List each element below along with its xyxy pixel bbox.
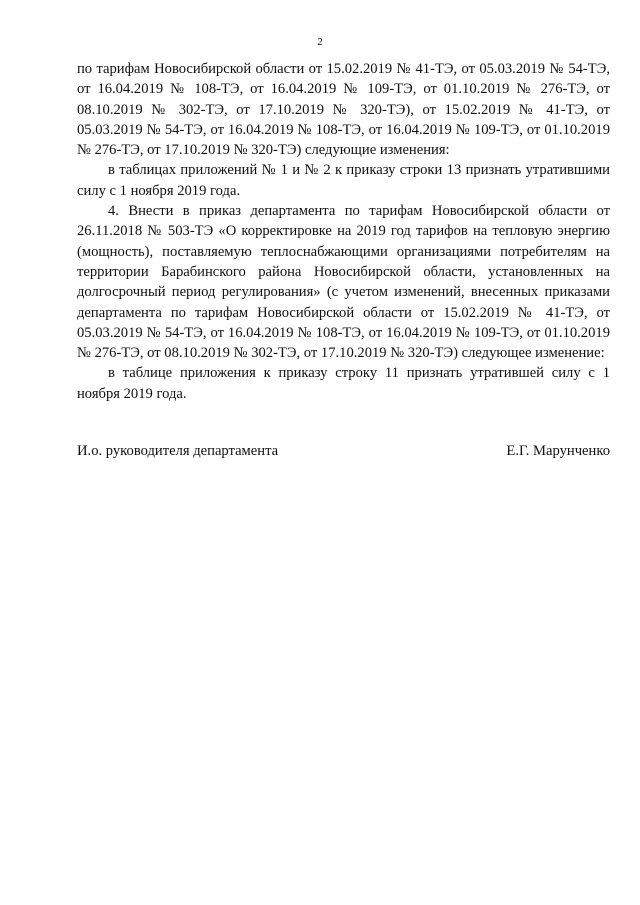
signatory-name: Е.Г. Марунченко bbox=[506, 443, 610, 459]
paragraph-tables-rows: в таблицах приложений № 1 и № 2 к приказу строки 13 признать утратившими силу с 1 ноября 2019 года. bbox=[77, 162, 610, 199]
paragraph-item-4: 4. Внести в приказ департамента по тарифам Новосибирской области от 26.11.2018 № 503-ТЭ «О корректировке на 2019 год тарифов на тепловую энергию (мощность), поставляемую теплоснабжающими организациями потребителям на территории Барабинского района Новосибирской области, установленных на долгосрочный период регулирования» (с учетом изменений, внесенных приказами департамента по тарифам Новосибирской области от 15.02.2019 № 41-ТЭ, от 05.03.2019 № 54-ТЭ, от 16.04.2019 № 108-ТЭ, от 16.04.2019 № 109-ТЭ, от 01.10.2019 № 276-ТЭ, от 08.10.2019 № 302-ТЭ, от 17.10.2019 № 320-ТЭ) следующее изменение: bbox=[77, 203, 610, 362]
signature-block bbox=[77, 441, 610, 461]
paragraph-table-row: в таблице приложения к приказу строку 11 признать утратившей силу с 1 ноября 2019 года. bbox=[77, 365, 610, 402]
document-body bbox=[77, 59, 610, 404]
signatory-position: И.о. руководителя департамента bbox=[77, 443, 279, 459]
paragraph-continuation: по тарифам Новосибирской области от 15.02.2019 № 41-ТЭ, от 05.03.2019 № 54-ТЭ, от 16.04.2019 № 108-ТЭ, от 16.04.2019 № 109-ТЭ, от 01.10.2019 № 276-ТЭ, от 08.10.2019 № 302-ТЭ, от 17.10.2019 № 320-ТЭ), от 15.02.2019 № 41-ТЭ, от 05.03.2019 № 54-ТЭ, от 16.04.2019 № 108-ТЭ, от 16.04.2019 № 109-ТЭ, от 01.10.2019 № 276-ТЭ, от 17.10.2019 № 320-ТЭ) следующие изменения: bbox=[77, 61, 610, 159]
page-number: 2 bbox=[317, 36, 323, 48]
